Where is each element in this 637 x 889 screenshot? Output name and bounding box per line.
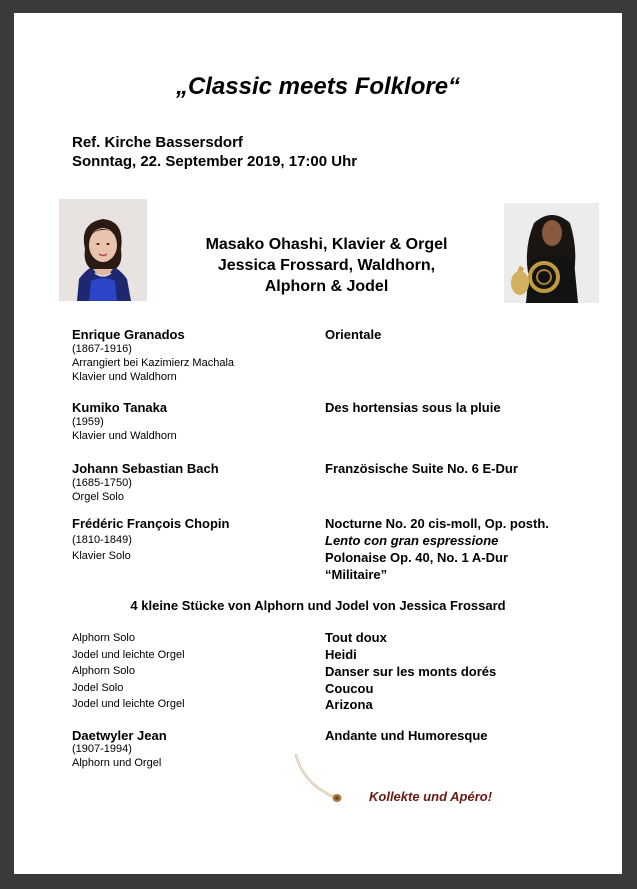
program-detail: Klavier und Waldhorn <box>72 430 177 442</box>
piece-instrument: Alphorn Solo <box>72 665 135 677</box>
piece-instrument: Jodel und leichte Orgel <box>72 698 185 710</box>
program-composer: Daetwyler Jean <box>72 728 167 743</box>
piece-title: Heidi <box>325 647 357 662</box>
program-work: Orientale <box>325 327 382 342</box>
program-work: Des hortensias sous la pluie <box>325 400 501 415</box>
piece-instrument: Alphorn Solo <box>72 632 135 644</box>
program-detail: (1959) <box>72 416 104 428</box>
event-date: Sonntag, 22. September 2019, 17:00 Uhr <box>72 153 358 170</box>
program-detail: Arrangiert bei Kazimierz Machala <box>72 357 235 369</box>
program-work: Andante und Humoresque <box>325 728 488 743</box>
program-composer: Kumiko Tanaka <box>72 400 168 415</box>
horn-player-portrait-photo <box>504 203 599 303</box>
performer-line: Alphorn & Jodel <box>264 278 389 295</box>
program-work: Polonaise Op. 40, No. 1 A-Dur <box>325 550 508 565</box>
program-work-tempo: Lento con gran espressione <box>325 533 499 548</box>
pianist-portrait-photo <box>59 199 147 301</box>
program-composer: Frédéric François Chopin <box>72 516 230 531</box>
program-detail: (1685-1750) <box>72 477 132 489</box>
program-detail: Klavier und Waldhorn <box>72 371 177 383</box>
program-detail: (1907-1994) <box>72 743 132 755</box>
program-composer: Enrique Granados <box>72 327 185 342</box>
performer-line: Jessica Frossard, Waldhorn, <box>217 257 436 274</box>
piece-instrument: Jodel und leichte Orgel <box>72 649 185 661</box>
piece-title: Tout doux <box>325 630 387 645</box>
performer-line: Masako Ohashi, Klavier & Orgel <box>205 236 448 253</box>
program-detail: Alphorn und Orgel <box>72 757 162 769</box>
piece-title: Coucou <box>325 681 374 696</box>
closing-note: Kollekte und Apéro! <box>369 789 493 804</box>
alphorn-icon <box>290 751 350 811</box>
section-heading: 4 kleine Stücke von Alphorn und Jodel von Jessica Frossard <box>130 598 506 613</box>
page-title: „Classic meets Folklore“ <box>175 73 461 100</box>
performers-block <box>154 234 499 297</box>
piece-title: Arizona <box>325 697 373 712</box>
program-work: Französische Suite No. 6 E-Dur <box>325 461 518 476</box>
venue: Ref. Kirche Bassersdorf <box>72 134 243 151</box>
program-detail: (1867-1916) <box>72 343 132 355</box>
program-detail: Klavier Solo <box>72 550 131 562</box>
piece-title: Danser sur les monts dorés <box>325 664 497 679</box>
concert-flyer-page <box>14 13 622 874</box>
program-composer: Johann Sebastian Bach <box>72 461 219 476</box>
program-work: Nocturne No. 20 cis-moll, Op. posth. <box>325 516 549 531</box>
program-detail: (1810-1849) <box>72 534 132 546</box>
piece-instrument: Jodel Solo <box>72 682 124 694</box>
program-work-subtitle: “Militaire” <box>325 567 388 582</box>
program-detail: Orgel Solo <box>72 491 124 503</box>
